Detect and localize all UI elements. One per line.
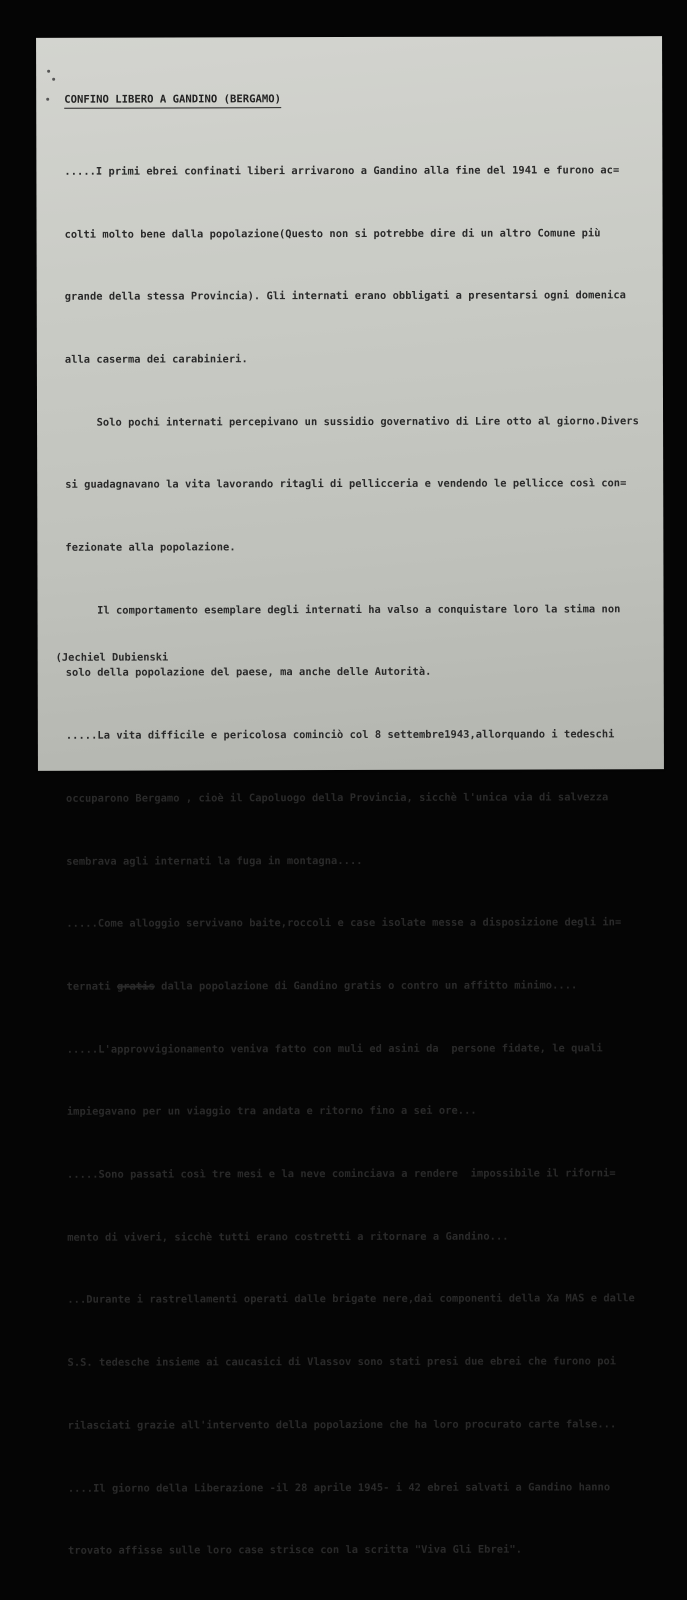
punch-mark — [46, 98, 49, 101]
body-line: occuparono Bergamo , cioè il Capoluogo della Provincia, sicchè l'unica via di salvezza — [66, 791, 609, 805]
line-text: ternati — [66, 980, 117, 993]
body-line: .....I primi ebrei confinati liberi arrivarono a Gandino alla fine del 1941 e furono ac= — [64, 164, 620, 178]
body-line: mento di viveri, sicchè tutti erano costretti a ritornare a Gandino... — [67, 1230, 509, 1244]
body-line: solo della popolazione del paese, ma anche delle Autorità. — [65, 666, 432, 680]
body-line: trovato affisse sulle loro case strisce con la scritta "Viva Gli Ebrei". — [67, 1543, 523, 1558]
body-line: Il comportamento esemplare degli internati ha valso a conquistare loro la stima non — [65, 603, 621, 617]
document-page — [36, 36, 664, 1558]
body-line: si guadagnavano la vita lavorando ritagli di pellicceria e vendendo le pellicce così con= — [65, 477, 627, 492]
body-line: impiegavano per un viaggio tra andata e ritorno fino a sei ore... — [66, 1105, 477, 1119]
line-text: dalla popolazione di Gandino gratis o contro un affitto minimo.... — [154, 979, 578, 993]
body-line: .....L'approvvigionamento veniva fatto con muli ed asini da persone fidate, le quali — [66, 1041, 603, 1056]
body-line: ....Il giorno della Liberazione -il 28 aprile 1945- i 42 ebrei salvati a Gandino hanno — [67, 1480, 611, 1495]
struck-word: gratis — [116, 980, 155, 993]
body-line: .....Sono passati così tre mesi e la neve cominciava a rendere impossibile il riforni= — [67, 1167, 616, 1181]
document-body — [64, 118, 658, 1600]
body-line: fezionate alla popolazione. — [65, 541, 236, 554]
body-line: .....La vita difficile e pericolosa cominciò col 8 settembre1943,allorquando i tedeschi — [65, 728, 615, 742]
body-line: rilasciati grazie all'intervento della popolazione che ha loro procurato carte false... — [67, 1418, 617, 1432]
body-line: alla caserma dei carabinieri. — [64, 353, 248, 366]
document-title: CONFINO LIBERO A GANDINO (BERGAMO) — [64, 93, 281, 109]
body-line: .....Come alloggio servivano baite,roccoli e case isolate messe a disposizione degli in= — [66, 916, 622, 930]
body-line: colti molto bene dalla popolazione(Questo non si potrebbe dire di un altro Comune più — [64, 226, 601, 241]
punch-mark — [47, 70, 50, 73]
body-line-with-strikeout — [66, 975, 656, 997]
signature: (Jechiel Dubienski — [55, 651, 169, 664]
body-line: ...Durante i rastrellamenti operati dalle brigate nere,dai componenti della Xa MAS e dalle — [67, 1292, 635, 1307]
body-line: grande della stessa Provincia). Gli internati erano obbligati a presentarsi ogni domenica — [64, 289, 626, 303]
body-line: sembrava agli internati la fuga in montagna.... — [66, 854, 363, 868]
punch-mark — [52, 78, 55, 81]
body-line: S.S. tedesche insieme ai caucasici di Vlassov sono stati presi due ebrei che furono poi — [67, 1355, 617, 1369]
body-line: Solo pochi internati percepivano un sussidio governativo di Lire otto al giorno.Divers — [65, 414, 639, 429]
